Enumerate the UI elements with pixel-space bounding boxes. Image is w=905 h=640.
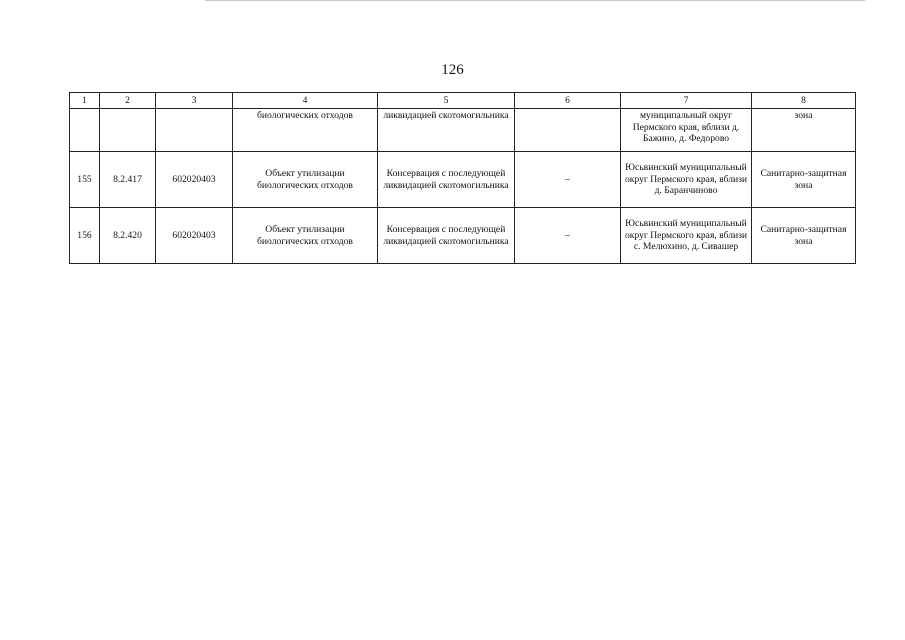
table-cell	[156, 109, 233, 152]
table-row	[70, 208, 856, 264]
top-border-line	[205, 0, 865, 1]
table-cell: биологических отходов	[233, 109, 378, 152]
column-header: 7	[621, 93, 752, 109]
data-table	[69, 92, 856, 264]
header-row	[70, 93, 856, 109]
column-header: 3	[156, 93, 233, 109]
table-cell: 155	[70, 152, 100, 208]
table-row	[70, 109, 856, 152]
column-header: 8	[752, 93, 856, 109]
table-cell: Санитарно-защитная зона	[752, 152, 856, 208]
table-cell: 602020403	[156, 152, 233, 208]
column-header: 2	[100, 93, 156, 109]
column-header: 5	[378, 93, 515, 109]
table-cell: Консервация с последующей ликвидацией скотомогильника	[378, 208, 515, 264]
table-cell: 8.2.417	[100, 152, 156, 208]
column-header: 6	[515, 93, 621, 109]
table-cell: Консервация с последующей ликвидацией скотомогильника	[378, 152, 515, 208]
column-header: 4	[233, 93, 378, 109]
table-cell: муниципальный округ Пермского края, вблизи д. Бажино, д. Федорово	[621, 109, 752, 152]
table-cell: Юсьвинский муниципальный округ Пермского края, вблизи с. Мелюхино, д. Сивашер	[621, 208, 752, 264]
table-cell	[100, 109, 156, 152]
table-cell: Объект утилизации биологических отходов	[233, 208, 378, 264]
table-cell: Объект утилизации биологических отходов	[233, 152, 378, 208]
table-cell: –	[515, 152, 621, 208]
table-cell: 8.2.420	[100, 208, 156, 264]
table-cell: –	[515, 208, 621, 264]
table-cell: Санитарно-защитная зона	[752, 208, 856, 264]
table-cell: зона	[752, 109, 856, 152]
table-row	[70, 152, 856, 208]
page-number: 126	[441, 62, 464, 78]
table-cell: Юсьвинский муниципальный округ Пермского края, вблизи д. Баранчиново	[621, 152, 752, 208]
table-cell	[515, 109, 621, 152]
column-header: 1	[70, 93, 100, 109]
table-cell: 156	[70, 208, 100, 264]
table-cell: 602020403	[156, 208, 233, 264]
table-cell	[70, 109, 100, 152]
table-cell: ликвидацией скотомогильника	[378, 109, 515, 152]
